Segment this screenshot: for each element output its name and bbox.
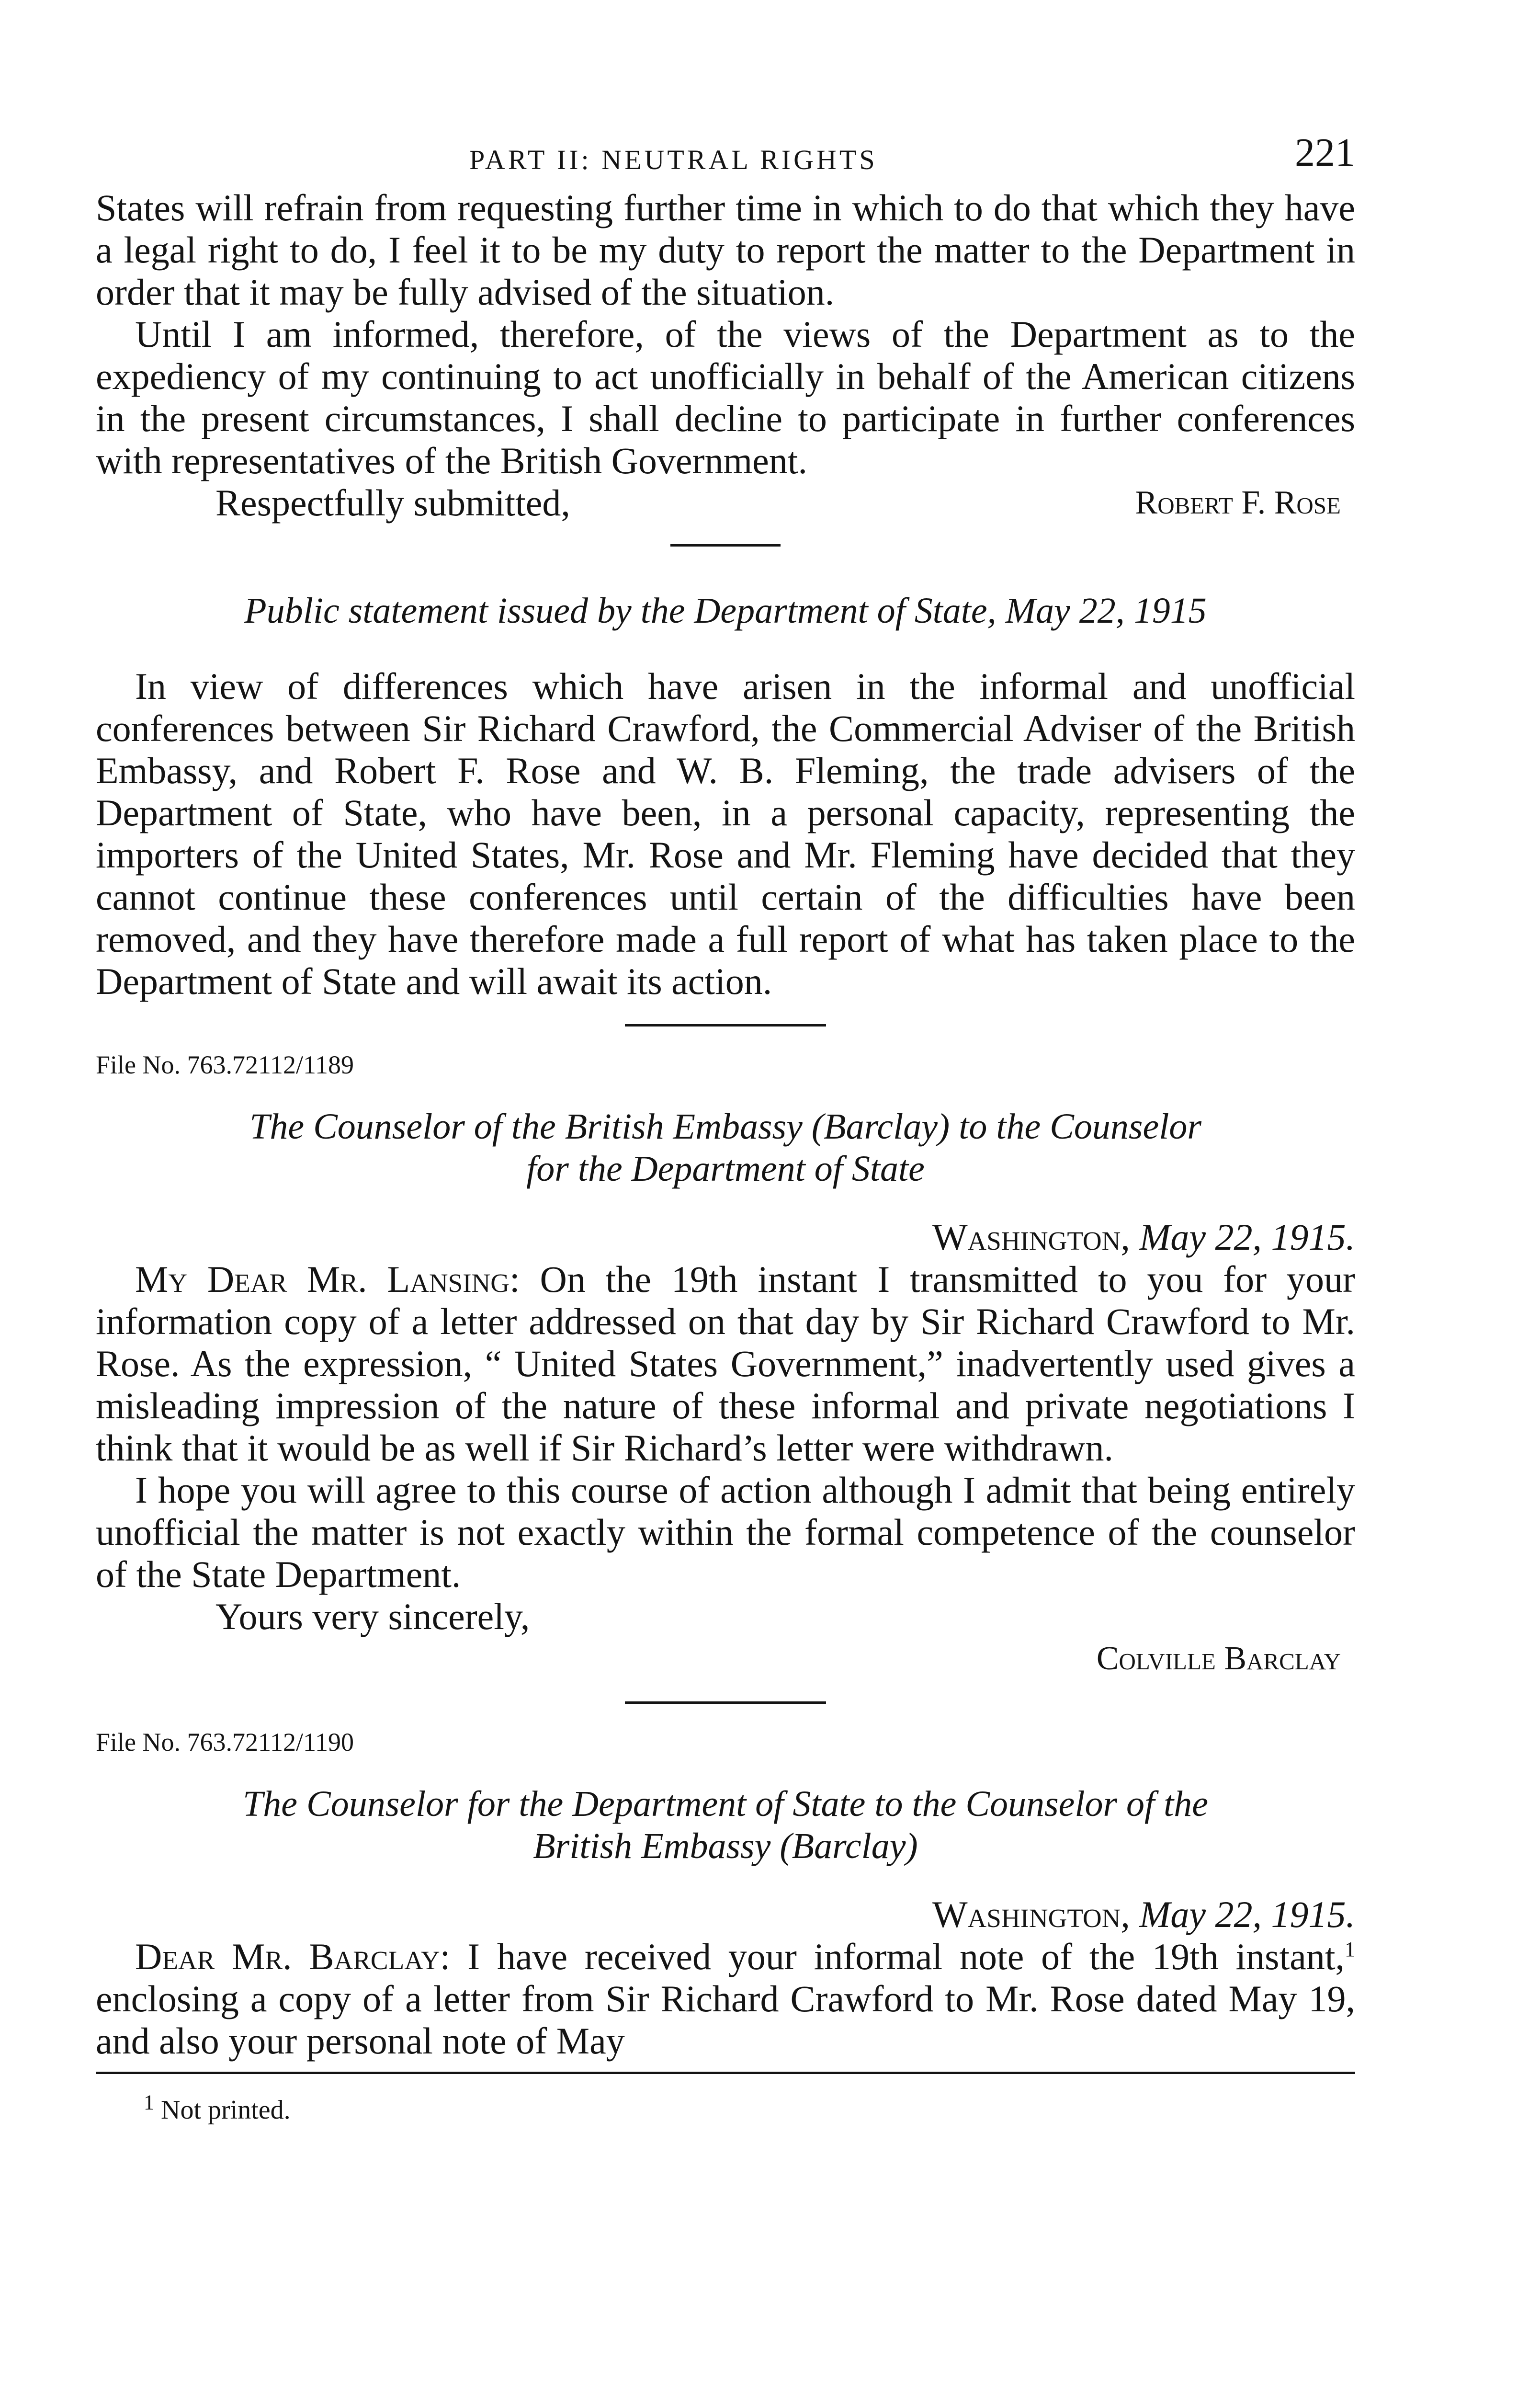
paragraph: I hope you will agree to this course of action although I admit that being entirely unofficial the matter is not exactly within the formal competence of the counselor of the State Department. <box>96 1469 1355 1595</box>
paragraph <box>96 1258 1355 1469</box>
section-divider <box>625 1024 826 1026</box>
paragraph <box>96 1936 1355 2062</box>
running-header <box>96 129 1355 187</box>
closing: Yours very sincerely, <box>215 1596 530 1637</box>
dateline-date: May 22, 1915. <box>1139 1216 1355 1258</box>
paragraph-text: On the 19th instant I transmitted to you for your information copy of a letter addressed on that day by Sir Richard Crawford to Mr. Rose. As the expression, “ United States Government,” inadvertently used gives a misleading impression of the nature of these informal and private negotiations I think that it would be as well if Sir Richard’s letter were withdrawn. <box>96 1258 1355 1469</box>
document-page <box>96 129 1355 2127</box>
dateline <box>96 1216 1355 1258</box>
salutation: My Dear Mr. Lansing: <box>135 1258 520 1300</box>
document-heading: The Counselor of the British Embassy (Barclay) to the Counselor <box>249 1106 1201 1147</box>
running-title: PART II: NEUTRAL RIGHTS <box>469 144 878 175</box>
paragraph: In view of differences which have arisen in the informal and unofficial conferences between Sir Richard Crawford, the Commercial Adviser of the British Embassy, and Robert F. Rose and W. B. Fleming, the trade advisers of the Department of State, who have been, in a personal capacity, representing the importers of the United States, Mr. Rose and Mr. Fleming have decided that they cannot continue these conferences until certain of the difficulties have been removed, and they have therefore made a full report of what has taken place to the Department of State and will await its action. <box>96 665 1355 1002</box>
dateline-place: Washington, <box>932 1893 1130 1935</box>
document-heading: The Counselor for the Department of State to the Counselor of the <box>243 1784 1208 1824</box>
closing-row <box>96 482 1355 525</box>
document-heading: Public statement issued by the Department of State, May 22, 1915 <box>244 591 1207 631</box>
paragraph: Until I am informed, therefore, of the views of the Department as to the expediency of my continuing to act unofficially in behalf of the American citizens in the present circumstances, I shall decline to participate in further conferences with representatives of the British Government. <box>96 313 1355 481</box>
file-number: File No. 763.72112/1189 <box>96 1050 354 1079</box>
footnote-text: Not printed. <box>161 2095 291 2125</box>
salutation: Dear Mr. Barclay: <box>135 1936 451 1977</box>
signature: Colville Barclay <box>1096 1640 1341 1677</box>
section-divider <box>625 1701 826 1704</box>
dateline-place: Washington, <box>932 1216 1130 1258</box>
closing: Respectfully submitted, <box>215 482 570 524</box>
paragraph-continuation: States will refrain from requesting further time in which to do that which they have a legal right to do, I feel it to be my duty to report the matter to the Department in order that it may be fully advised of the situation. <box>96 187 1355 313</box>
document-heading-line2: British Embassy (Barclay) <box>533 1826 918 1866</box>
paragraph-text: enclosing a copy of a letter from Sir Richard Crawford to Mr. Rose dated May 19, and also your personal note of May <box>96 1978 1355 2062</box>
footnote <box>96 2090 1355 2127</box>
footnote-reference: 1 <box>1345 1938 1355 1961</box>
dateline-date: May 22, 1915. <box>1139 1893 1355 1935</box>
section-divider <box>670 544 781 547</box>
dateline <box>96 1893 1355 1936</box>
paragraph-text: I have received your informal note of the 19th instant, <box>467 1936 1345 1977</box>
page-number: 221 <box>1295 130 1355 175</box>
document-heading-line2: for the Department of State <box>526 1149 925 1189</box>
file-number: File No. 763.72112/1190 <box>96 1728 354 1756</box>
footnote-marker: 1 <box>144 2090 154 2114</box>
signature: Robert F. Rose <box>1135 484 1341 521</box>
